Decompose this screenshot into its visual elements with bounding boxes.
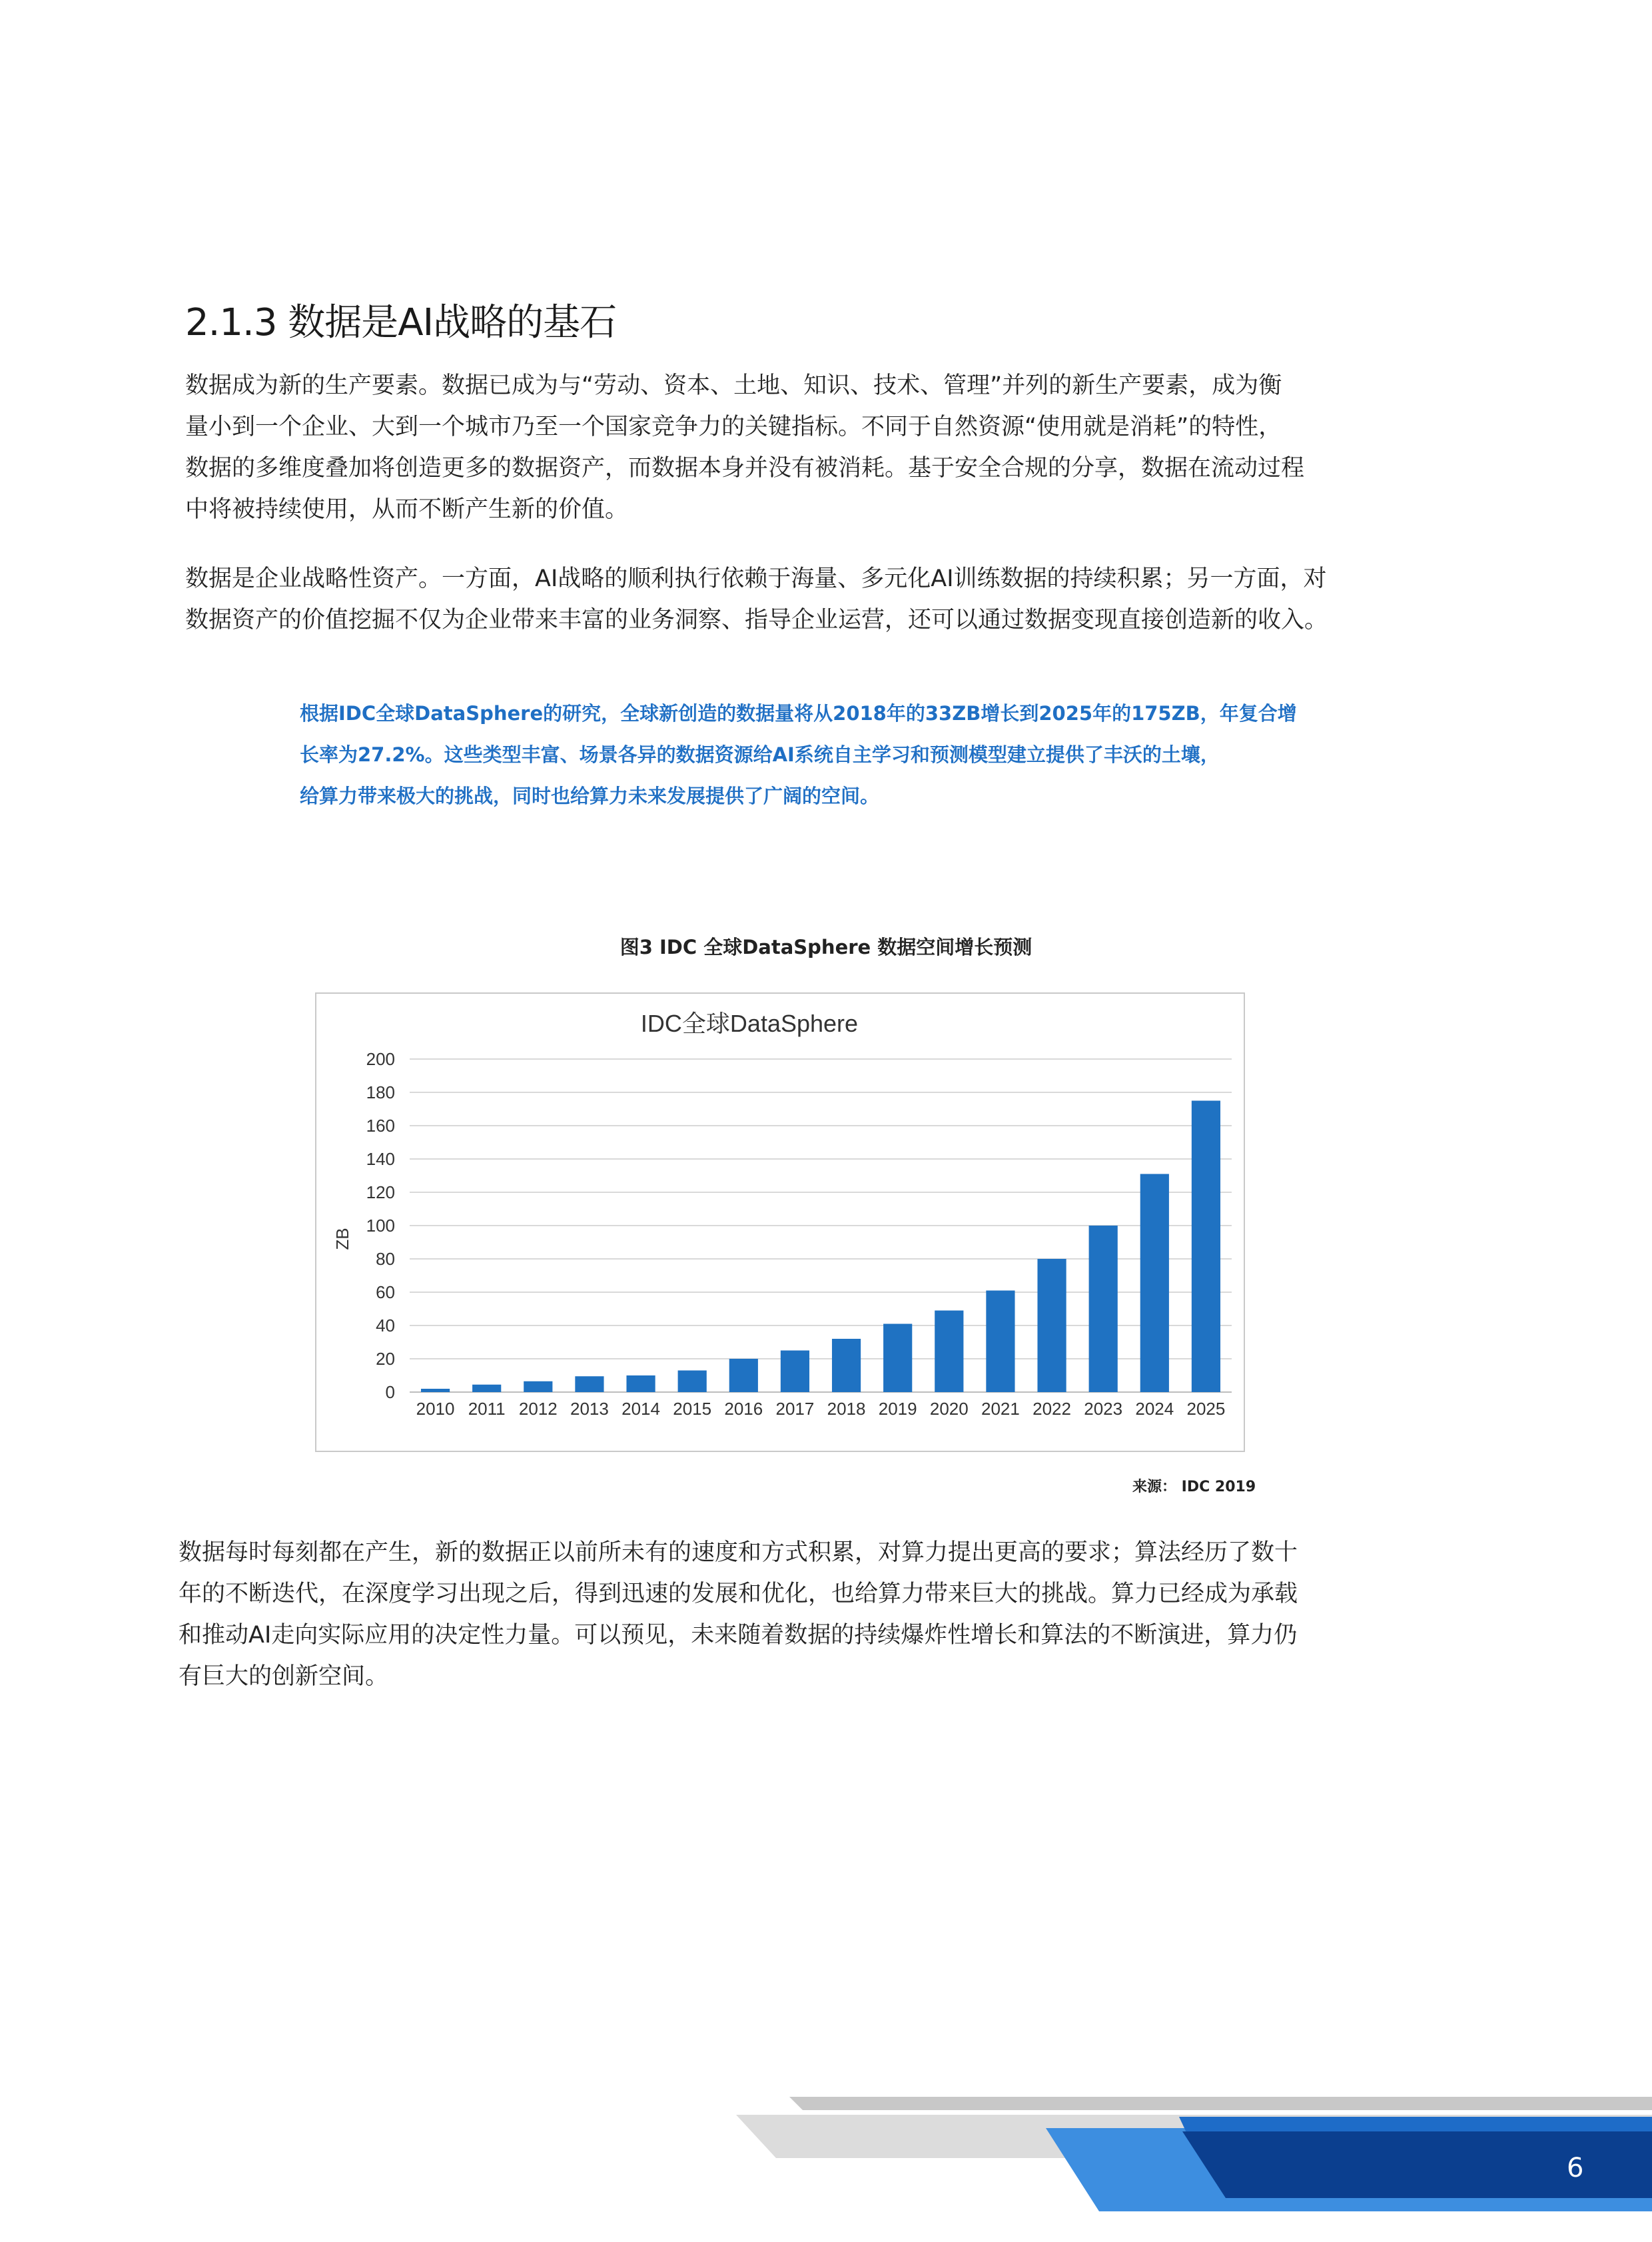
text-line: 数据是企业战略性资产。一方面，AI战略的顺利执行依赖于海量、多元化AI训练数据的持续积累；另一方面，对: [185, 565, 1327, 592]
y-tick-label: 120: [366, 1182, 395, 1202]
y-tick-label: 180: [366, 1082, 395, 1102]
x-tick-label: 2012: [518, 1399, 558, 1419]
text-line: 数据成为新的生产要素。数据已成为与“劳动、资本、土地、知识、技术、管理”并列的新生产要素，成为衡: [185, 372, 1282, 399]
text-line: 有巨大的创新空间。: [179, 1663, 389, 1690]
x-tick-label: 2023: [1084, 1399, 1123, 1419]
text-line: 数据资产的价值挖掘不仅为企业带来丰富的业务洞察、指导企业运营，还可以通过数据变现直接创造新的收入。: [185, 607, 1328, 633]
y-tick-label: 200: [366, 1049, 395, 1069]
highlight-line: 根据IDC全球DataSphere的研究，全球新创造的数据量将从2018年的33ZB增长到2025年的175ZB，年复合增: [300, 702, 1297, 725]
x-tick-label: 2018: [827, 1399, 866, 1419]
footer-gray-stripe: [789, 2097, 1652, 2110]
x-tick-label: 2025: [1186, 1399, 1226, 1419]
text-line: 数据每时每刻都在产生，新的数据正以前所未有的速度和方式积累，对算力提出更高的要求；算法经历了数十: [179, 1539, 1298, 1566]
text-line: 量小到一个企业、大到一个城市乃至一个国家竞争力的关键指标。不同于自然资源“使用就是消耗”的特性，: [185, 414, 1282, 440]
y-tick-label: 160: [366, 1116, 395, 1136]
x-tick-label: 2010: [416, 1399, 455, 1419]
y-tick-label: 80: [376, 1249, 395, 1269]
y-tick-label: 0: [385, 1382, 395, 1402]
section-title: 2.1.3 数据是AI战略的基石: [185, 301, 617, 344]
page-number: 6: [1567, 2153, 1584, 2183]
text-line: 中将被持续使用，从而不断产生新的价值。: [185, 496, 629, 523]
text-line: 数据的多维度叠加将创造更多的数据资产，而数据本身并没有被消耗。基于安全合规的分享，数据在流动过程: [185, 455, 1305, 482]
text-line: 年的不断迭代，在深度学习出现之后，得到迅速的发展和优化，也给算力带来巨大的挑战。算力已经成为承载: [179, 1581, 1298, 1607]
y-tick-label: 40: [376, 1315, 395, 1335]
x-tick-label: 2017: [775, 1399, 815, 1419]
x-tick-label: 2020: [929, 1399, 969, 1419]
chart-title: IDC全球DataSphere: [640, 1010, 859, 1037]
x-tick-label: 2024: [1135, 1399, 1174, 1419]
x-tick-label: 2016: [724, 1399, 763, 1419]
x-tick-label: 2013: [570, 1399, 609, 1419]
text-line: 和推动AI走向实际应用的决定性力量。可以预见，未来随着数据的持续爆炸性增长和算法的不断演进，算力仍: [179, 1622, 1298, 1649]
y-tick-label: 140: [366, 1149, 395, 1169]
x-tick-label: 2015: [673, 1399, 712, 1419]
x-tick-label: 2014: [621, 1399, 660, 1419]
y-tick-label: 60: [376, 1282, 395, 1302]
highlight-line: 长率为27.2%。这些类型丰富、场景各异的数据资源给AI系统自主学习和预测模型建立提供了丰沃的土壤，: [300, 743, 1220, 766]
highlight-line: 给算力带来极大的挑战，同时也给算力未来发展提供了广阔的空间。: [300, 785, 880, 807]
y-tick-label: 100: [366, 1216, 395, 1236]
x-tick-label: 2011: [468, 1399, 506, 1419]
y-tick-label: 20: [376, 1349, 395, 1369]
x-tick-label: 2019: [878, 1399, 917, 1419]
y-axis-label: ZB: [332, 1228, 352, 1250]
x-tick-label: 2021: [981, 1399, 1020, 1419]
figure-source: 来源： IDC 2019: [1132, 1479, 1256, 1495]
figure-caption: 图3 IDC 全球DataSphere 数据空间增长预测: [620, 936, 1032, 958]
x-tick-label: 2022: [1032, 1399, 1071, 1419]
